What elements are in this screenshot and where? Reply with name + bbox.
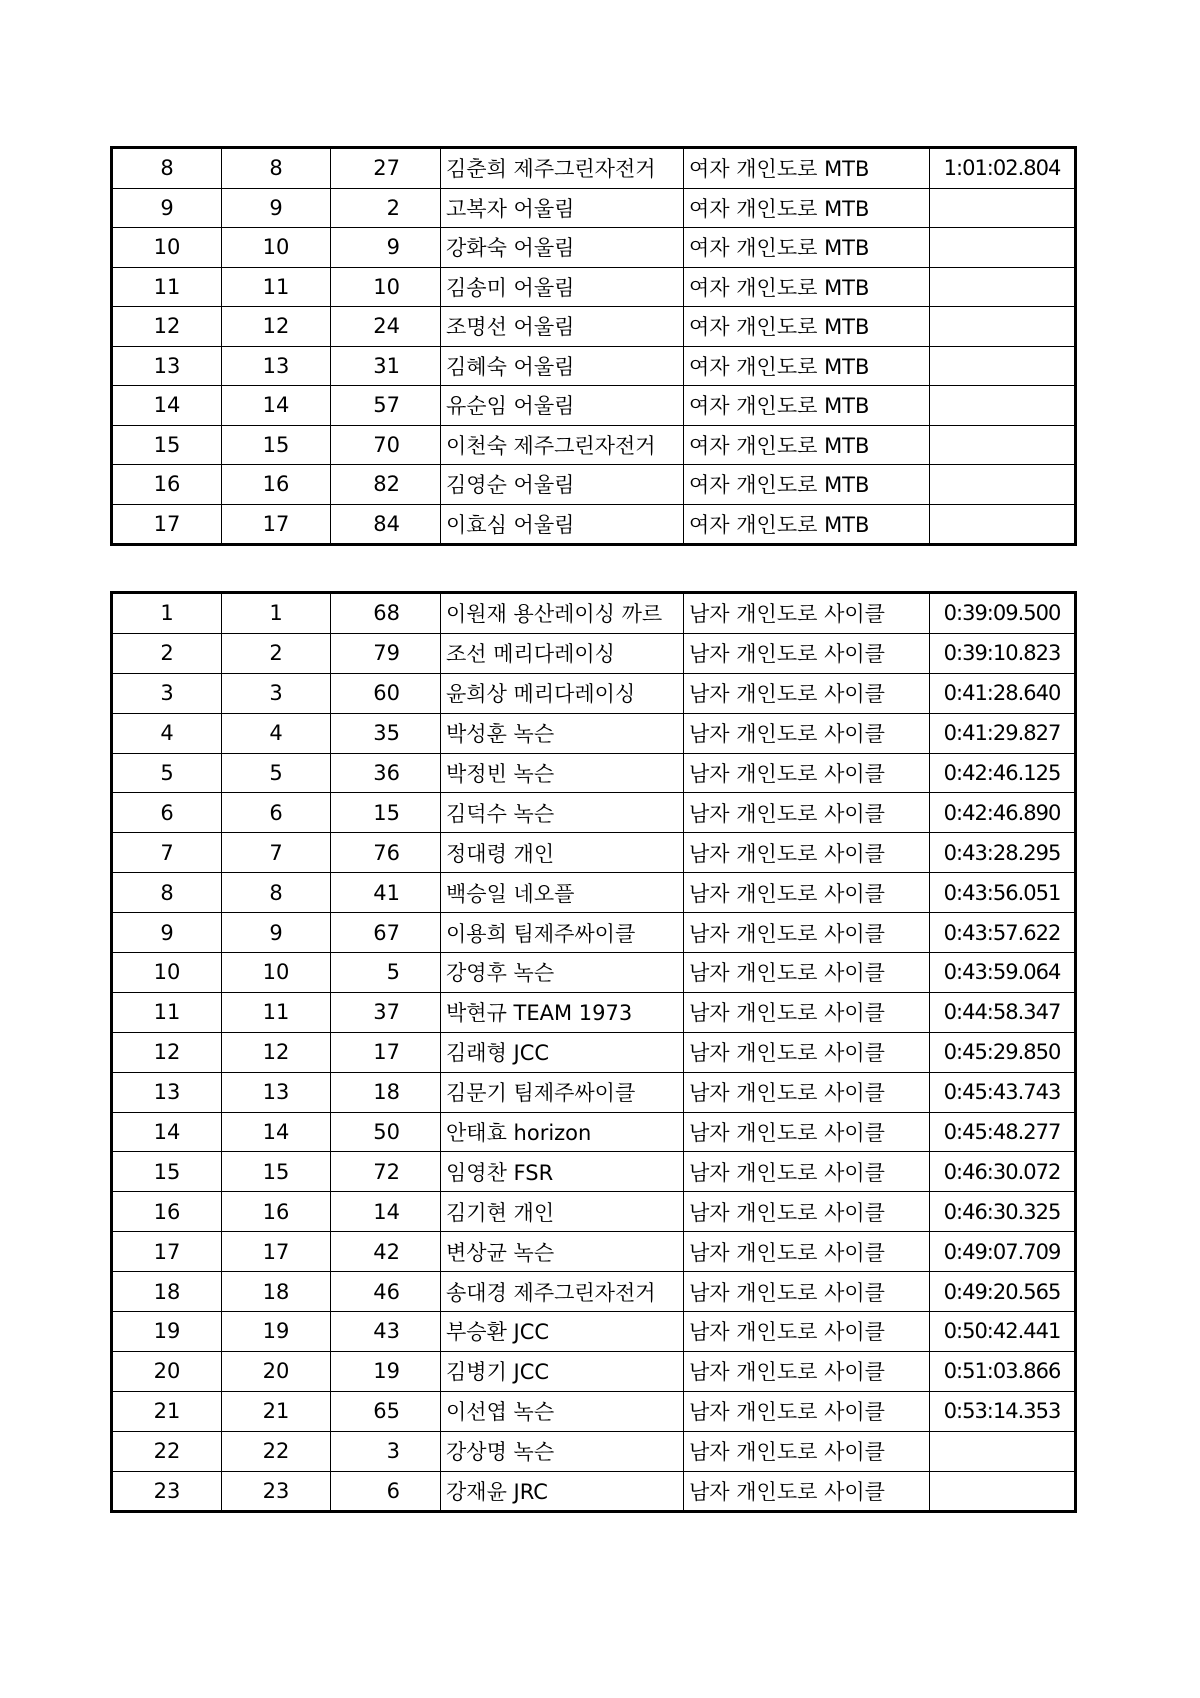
place-cell: 16 xyxy=(222,465,331,505)
category-cell: 남자 개인도로 사이클 xyxy=(684,1471,930,1512)
finish-time-cell: 0:45:43.743 xyxy=(930,1072,1076,1112)
bib-number-cell: 84 xyxy=(331,504,441,545)
bib-number-cell: 31 xyxy=(331,346,441,386)
table-row xyxy=(112,307,1076,347)
rider-team-cell: 부승환 JCC xyxy=(441,1312,684,1352)
place-cell: 1 xyxy=(222,593,331,634)
bib-number-cell: 43 xyxy=(331,1312,441,1352)
place-cell: 21 xyxy=(222,1391,331,1431)
rank-cell: 17 xyxy=(112,504,222,545)
rank-cell: 14 xyxy=(112,386,222,426)
category-cell: 여자 개인도로 MTB xyxy=(684,267,930,307)
place-cell: 10 xyxy=(222,228,331,268)
table-row xyxy=(112,1431,1076,1471)
place-cell: 15 xyxy=(222,425,331,465)
category-cell: 남자 개인도로 사이클 xyxy=(684,992,930,1032)
category-cell: 남자 개인도로 사이클 xyxy=(684,1431,930,1471)
rank-cell: 11 xyxy=(112,267,222,307)
place-cell: 22 xyxy=(222,1431,331,1471)
place-cell: 19 xyxy=(222,1312,331,1352)
rider-team-cell: 이선엽 녹슨 xyxy=(441,1391,684,1431)
place-cell: 5 xyxy=(222,753,331,793)
rank-cell: 10 xyxy=(112,953,222,993)
category-cell: 여자 개인도로 MTB xyxy=(684,307,930,347)
rank-cell: 17 xyxy=(112,1232,222,1272)
bib-number-cell: 5 xyxy=(331,953,441,993)
finish-time-cell: 0:44:58.347 xyxy=(930,992,1076,1032)
rider-team-cell: 박성훈 녹슨 xyxy=(441,713,684,753)
table-row xyxy=(112,633,1076,673)
rider-team-cell: 윤희상 메리다레이싱 xyxy=(441,673,684,713)
table-row xyxy=(112,148,1076,189)
finish-time-cell: 0:51:03.866 xyxy=(930,1351,1076,1391)
rider-team-cell: 강상명 녹슨 xyxy=(441,1431,684,1471)
rider-team-cell: 강재윤 JRC xyxy=(441,1471,684,1512)
rider-team-cell: 박현규 TEAM 1973 xyxy=(441,992,684,1032)
place-cell: 9 xyxy=(222,913,331,953)
bib-number-cell: 42 xyxy=(331,1232,441,1272)
table-row xyxy=(112,1471,1076,1512)
bib-number-cell: 76 xyxy=(331,833,441,873)
place-cell: 17 xyxy=(222,1232,331,1272)
table-row xyxy=(112,1232,1076,1272)
results-table-men-cycle xyxy=(110,591,1077,1513)
rank-cell: 11 xyxy=(112,992,222,1032)
category-cell: 남자 개인도로 사이클 xyxy=(684,1232,930,1272)
finish-time-cell: 0:42:46.125 xyxy=(930,753,1076,793)
table-row xyxy=(112,1351,1076,1391)
bib-number-cell: 70 xyxy=(331,425,441,465)
finish-time-cell: 0:41:28.640 xyxy=(930,673,1076,713)
table-row xyxy=(112,913,1076,953)
table-row xyxy=(112,593,1076,634)
place-cell: 4 xyxy=(222,713,331,753)
bib-number-cell: 65 xyxy=(331,1391,441,1431)
bib-number-cell: 14 xyxy=(331,1192,441,1232)
category-cell: 남자 개인도로 사이클 xyxy=(684,833,930,873)
rank-cell: 16 xyxy=(112,465,222,505)
table-row xyxy=(112,953,1076,993)
table-row xyxy=(112,346,1076,386)
rank-cell: 15 xyxy=(112,425,222,465)
table-row xyxy=(112,873,1076,913)
rider-team-cell: 이천숙 제주그린자전거 xyxy=(441,425,684,465)
rider-team-cell: 이용희 팀제주싸이클 xyxy=(441,913,684,953)
place-cell: 11 xyxy=(222,267,331,307)
finish-time-cell xyxy=(930,386,1076,426)
finish-time-cell: 0:49:20.565 xyxy=(930,1272,1076,1312)
category-cell: 남자 개인도로 사이클 xyxy=(684,1072,930,1112)
place-cell: 14 xyxy=(222,1112,331,1152)
rank-cell: 3 xyxy=(112,673,222,713)
rank-cell: 6 xyxy=(112,793,222,833)
bib-number-cell: 17 xyxy=(331,1032,441,1072)
category-cell: 남자 개인도로 사이클 xyxy=(684,713,930,753)
finish-time-cell: 1:01:02.804 xyxy=(930,148,1076,189)
table-row xyxy=(112,504,1076,545)
rank-cell: 12 xyxy=(112,1032,222,1072)
finish-time-cell: 0:43:59.064 xyxy=(930,953,1076,993)
bib-number-cell: 15 xyxy=(331,793,441,833)
place-cell: 8 xyxy=(222,873,331,913)
place-cell: 7 xyxy=(222,833,331,873)
rank-cell: 22 xyxy=(112,1431,222,1471)
bib-number-cell: 50 xyxy=(331,1112,441,1152)
rank-cell: 23 xyxy=(112,1471,222,1512)
bib-number-cell: 9 xyxy=(331,228,441,268)
finish-time-cell xyxy=(930,307,1076,347)
rank-cell: 7 xyxy=(112,833,222,873)
rider-team-cell: 김래형 JCC xyxy=(441,1032,684,1072)
bib-number-cell: 72 xyxy=(331,1152,441,1192)
bib-number-cell: 10 xyxy=(331,267,441,307)
finish-time-cell: 0:45:29.850 xyxy=(930,1032,1076,1072)
category-cell: 남자 개인도로 사이클 xyxy=(684,953,930,993)
rider-team-cell: 김문기 팀제주싸이클 xyxy=(441,1072,684,1112)
table-row xyxy=(112,1032,1076,1072)
rider-team-cell: 변상균 녹슨 xyxy=(441,1232,684,1272)
category-cell: 남자 개인도로 사이클 xyxy=(684,1272,930,1312)
finish-time-cell xyxy=(930,1431,1076,1471)
category-cell: 여자 개인도로 MTB xyxy=(684,228,930,268)
bib-number-cell: 41 xyxy=(331,873,441,913)
table-row xyxy=(112,425,1076,465)
category-cell: 여자 개인도로 MTB xyxy=(684,504,930,545)
rider-team-cell: 김춘희 제주그린자전거 xyxy=(441,148,684,189)
rider-team-cell: 고복자 어울림 xyxy=(441,188,684,228)
table-row xyxy=(112,188,1076,228)
rider-team-cell: 김혜숙 어울림 xyxy=(441,346,684,386)
rider-team-cell: 박정빈 녹슨 xyxy=(441,753,684,793)
place-cell: 3 xyxy=(222,673,331,713)
table-row xyxy=(112,386,1076,426)
table-row xyxy=(112,1192,1076,1232)
place-cell: 16 xyxy=(222,1192,331,1232)
place-cell: 11 xyxy=(222,992,331,1032)
rank-cell: 8 xyxy=(112,873,222,913)
bib-number-cell: 35 xyxy=(331,713,441,753)
finish-time-cell xyxy=(930,267,1076,307)
rank-cell: 13 xyxy=(112,346,222,386)
finish-time-cell: 0:43:28.295 xyxy=(930,833,1076,873)
bib-number-cell: 67 xyxy=(331,913,441,953)
place-cell: 10 xyxy=(222,953,331,993)
rank-cell: 2 xyxy=(112,633,222,673)
rank-cell: 13 xyxy=(112,1072,222,1112)
rank-cell: 9 xyxy=(112,913,222,953)
finish-time-cell: 0:50:42.441 xyxy=(930,1312,1076,1352)
category-cell: 남자 개인도로 사이클 xyxy=(684,913,930,953)
rider-team-cell: 정대령 개인 xyxy=(441,833,684,873)
rider-team-cell: 송대경 제주그린자전거 xyxy=(441,1272,684,1312)
table-row xyxy=(112,465,1076,505)
bib-number-cell: 18 xyxy=(331,1072,441,1112)
place-cell: 8 xyxy=(222,148,331,189)
finish-time-cell: 0:39:09.500 xyxy=(930,593,1076,634)
bib-number-cell: 24 xyxy=(331,307,441,347)
rank-cell: 12 xyxy=(112,307,222,347)
finish-time-cell xyxy=(930,1471,1076,1512)
results-table-body xyxy=(112,593,1076,1512)
rider-team-cell: 유순임 어울림 xyxy=(441,386,684,426)
place-cell: 9 xyxy=(222,188,331,228)
place-cell: 20 xyxy=(222,1351,331,1391)
finish-time-cell xyxy=(930,346,1076,386)
rider-team-cell: 안태효 horizon xyxy=(441,1112,684,1152)
rank-cell: 10 xyxy=(112,228,222,268)
place-cell: 2 xyxy=(222,633,331,673)
bib-number-cell: 19 xyxy=(331,1351,441,1391)
place-cell: 6 xyxy=(222,793,331,833)
rider-team-cell: 김병기 JCC xyxy=(441,1351,684,1391)
rider-team-cell: 백승일 네오플 xyxy=(441,873,684,913)
place-cell: 13 xyxy=(222,1072,331,1112)
category-cell: 남자 개인도로 사이클 xyxy=(684,1112,930,1152)
category-cell: 여자 개인도로 MTB xyxy=(684,188,930,228)
table-row xyxy=(112,753,1076,793)
bib-number-cell: 68 xyxy=(331,593,441,634)
category-cell: 여자 개인도로 MTB xyxy=(684,346,930,386)
rider-team-cell: 강영후 녹슨 xyxy=(441,953,684,993)
finish-time-cell xyxy=(930,425,1076,465)
table-row xyxy=(112,713,1076,753)
category-cell: 여자 개인도로 MTB xyxy=(684,386,930,426)
finish-time-cell: 0:46:30.325 xyxy=(930,1192,1076,1232)
rank-cell: 19 xyxy=(112,1312,222,1352)
rank-cell: 9 xyxy=(112,188,222,228)
place-cell: 14 xyxy=(222,386,331,426)
finish-time-cell: 0:43:57.622 xyxy=(930,913,1076,953)
finish-time-cell: 0:39:10.823 xyxy=(930,633,1076,673)
rank-cell: 20 xyxy=(112,1351,222,1391)
rank-cell: 18 xyxy=(112,1272,222,1312)
rank-cell: 4 xyxy=(112,713,222,753)
bib-number-cell: 36 xyxy=(331,753,441,793)
finish-time-cell xyxy=(930,504,1076,545)
rank-cell: 5 xyxy=(112,753,222,793)
rider-team-cell: 김영순 어울림 xyxy=(441,465,684,505)
bib-number-cell: 37 xyxy=(331,992,441,1032)
category-cell: 여자 개인도로 MTB xyxy=(684,425,930,465)
finish-time-cell xyxy=(930,228,1076,268)
table-row xyxy=(112,793,1076,833)
bib-number-cell: 57 xyxy=(331,386,441,426)
finish-time-cell: 0:41:29.827 xyxy=(930,713,1076,753)
category-cell: 남자 개인도로 사이클 xyxy=(684,673,930,713)
category-cell: 남자 개인도로 사이클 xyxy=(684,1192,930,1232)
bib-number-cell: 79 xyxy=(331,633,441,673)
category-cell: 남자 개인도로 사이클 xyxy=(684,1152,930,1192)
rank-cell: 15 xyxy=(112,1152,222,1192)
category-cell: 남자 개인도로 사이클 xyxy=(684,873,930,913)
results-table-body xyxy=(112,148,1076,545)
table-row xyxy=(112,1152,1076,1192)
category-cell: 남자 개인도로 사이클 xyxy=(684,593,930,634)
rank-cell: 16 xyxy=(112,1192,222,1232)
category-cell: 남자 개인도로 사이클 xyxy=(684,1351,930,1391)
place-cell: 13 xyxy=(222,346,331,386)
rider-team-cell: 임영찬 FSR xyxy=(441,1152,684,1192)
category-cell: 남자 개인도로 사이클 xyxy=(684,1312,930,1352)
table-row xyxy=(112,1312,1076,1352)
finish-time-cell: 0:46:30.072 xyxy=(930,1152,1076,1192)
rank-cell: 14 xyxy=(112,1112,222,1152)
place-cell: 12 xyxy=(222,307,331,347)
rider-team-cell: 이효심 어울림 xyxy=(441,504,684,545)
table-row xyxy=(112,1112,1076,1152)
rider-team-cell: 김송미 어울림 xyxy=(441,267,684,307)
rider-team-cell: 김덕수 녹슨 xyxy=(441,793,684,833)
rider-team-cell: 조선 메리다레이싱 xyxy=(441,633,684,673)
rider-team-cell: 김기현 개인 xyxy=(441,1192,684,1232)
table-row xyxy=(112,228,1076,268)
bib-number-cell: 46 xyxy=(331,1272,441,1312)
place-cell: 17 xyxy=(222,504,331,545)
table-row xyxy=(112,267,1076,307)
place-cell: 12 xyxy=(222,1032,331,1072)
category-cell: 남자 개인도로 사이클 xyxy=(684,1391,930,1431)
rank-cell: 21 xyxy=(112,1391,222,1431)
category-cell: 여자 개인도로 MTB xyxy=(684,465,930,505)
bib-number-cell: 6 xyxy=(331,1471,441,1512)
bib-number-cell: 60 xyxy=(331,673,441,713)
place-cell: 23 xyxy=(222,1471,331,1512)
rank-cell: 1 xyxy=(112,593,222,634)
table-row xyxy=(112,1072,1076,1112)
rider-team-cell: 강화숙 어울림 xyxy=(441,228,684,268)
table-row xyxy=(112,833,1076,873)
table-row xyxy=(112,1391,1076,1431)
finish-time-cell: 0:43:56.051 xyxy=(930,873,1076,913)
table-row xyxy=(112,1272,1076,1312)
finish-time-cell xyxy=(930,188,1076,228)
finish-time-cell: 0:53:14.353 xyxy=(930,1391,1076,1431)
category-cell: 여자 개인도로 MTB xyxy=(684,148,930,189)
category-cell: 남자 개인도로 사이클 xyxy=(684,633,930,673)
place-cell: 15 xyxy=(222,1152,331,1192)
place-cell: 18 xyxy=(222,1272,331,1312)
finish-time-cell: 0:42:46.890 xyxy=(930,793,1076,833)
table-row xyxy=(112,992,1076,1032)
rank-cell: 8 xyxy=(112,148,222,189)
finish-time-cell: 0:45:48.277 xyxy=(930,1112,1076,1152)
rider-team-cell: 조명선 어울림 xyxy=(441,307,684,347)
bib-number-cell: 2 xyxy=(331,188,441,228)
finish-time-cell xyxy=(930,465,1076,505)
category-cell: 남자 개인도로 사이클 xyxy=(684,753,930,793)
bib-number-cell: 82 xyxy=(331,465,441,505)
bib-number-cell: 3 xyxy=(331,1431,441,1471)
bib-number-cell: 27 xyxy=(331,148,441,189)
finish-time-cell: 0:49:07.709 xyxy=(930,1232,1076,1272)
rider-team-cell: 이원재 용산레이싱 까르 xyxy=(441,593,684,634)
category-cell: 남자 개인도로 사이클 xyxy=(684,793,930,833)
results-table-women-mtb xyxy=(110,146,1077,546)
category-cell: 남자 개인도로 사이클 xyxy=(684,1032,930,1072)
table-row xyxy=(112,673,1076,713)
